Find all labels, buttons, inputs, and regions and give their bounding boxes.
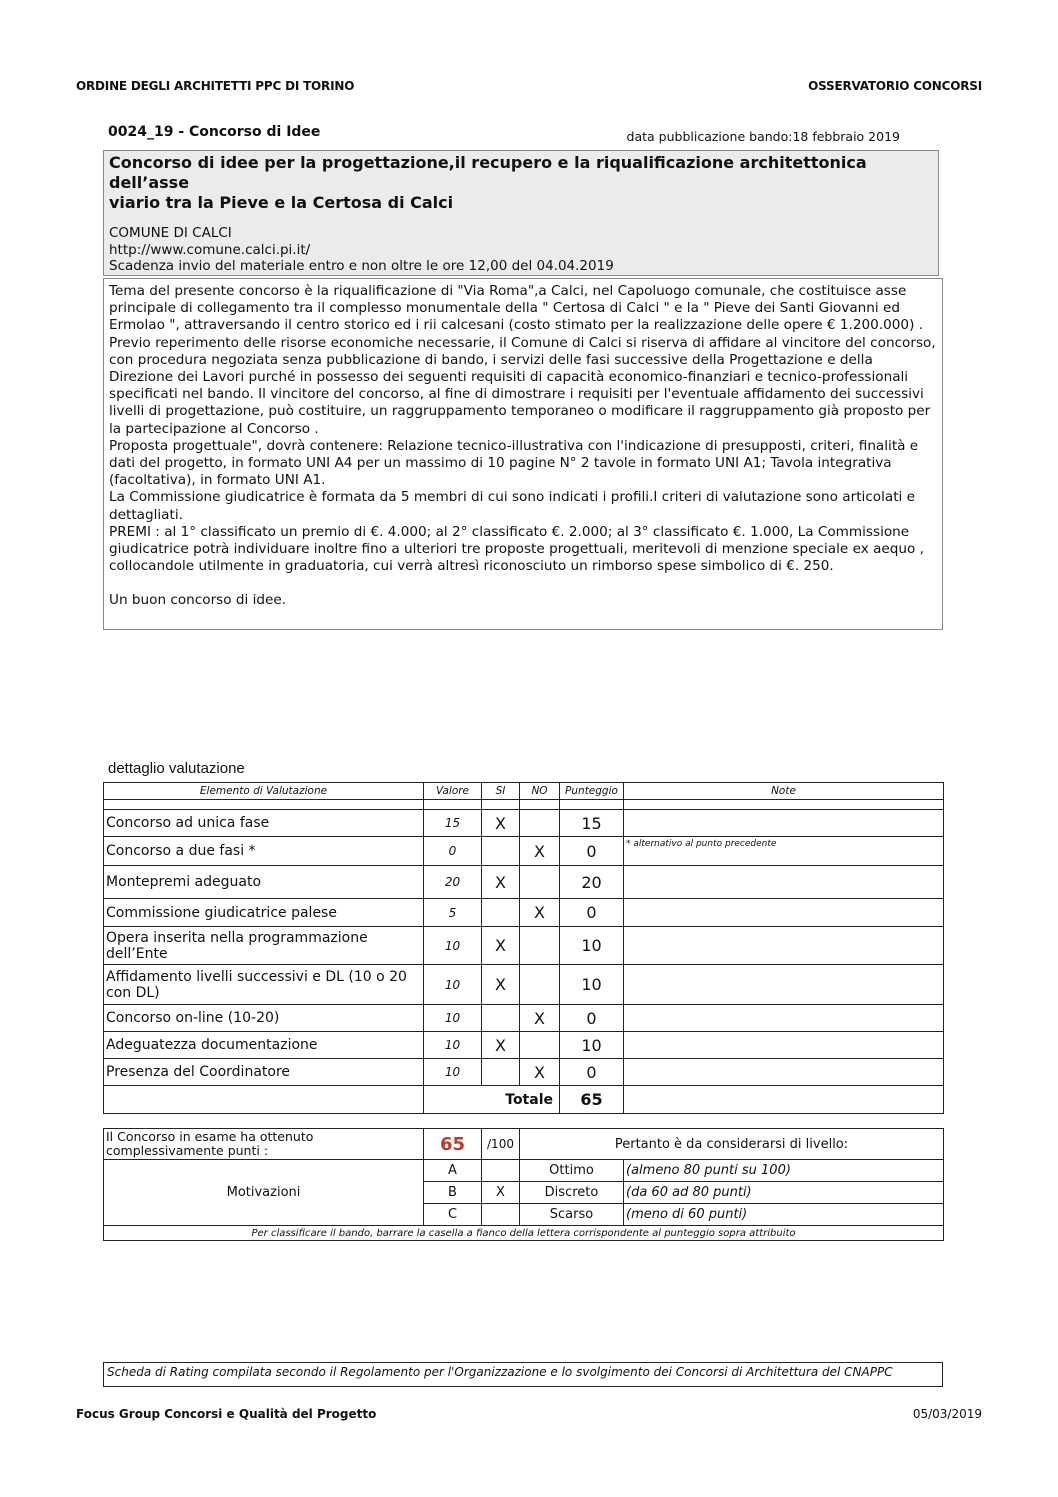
spacer-row <box>104 800 944 810</box>
level-range: (almeno 80 punti su 100) <box>624 1160 944 1182</box>
level-letter: A <box>424 1160 482 1182</box>
valore-cell: 10 <box>424 1032 482 1059</box>
valore-cell: 10 <box>424 1005 482 1032</box>
valore-cell: 10 <box>424 965 482 1005</box>
level-name: Ottimo <box>520 1160 624 1182</box>
table-row <box>104 1032 944 1059</box>
total-value: 65 <box>560 1086 624 1114</box>
punteggio-cell: 0 <box>560 899 624 927</box>
table-row <box>104 1005 944 1032</box>
footer-group: Focus Group Concorsi e Qualità del Progetto <box>76 1407 377 1421</box>
level-row <box>104 1160 944 1182</box>
competition-title-line2: viario tra la Pieve e la Certosa di Calci <box>109 193 454 212</box>
punteggio-cell: 0 <box>560 837 624 866</box>
column-header: Note <box>624 783 944 800</box>
description-paragraph: Previo reperimento delle risorse economiche necessarie, il Comune di Calci si riserva di affidare al vincitore del concorso, con procedura negoziata senza pubblicazione di bando, i servizi delle fasi successive della Progettazione e della Direzione dei Lavori purché in possesso dei seguenti requisiti di capacità economico-finanziari e tecnico-professionali specificati nel bando. Il vincitore del concorso, al fine di dimostrare i requisiti per l'eventuale affidamento dei successivi livelli di progettazione, può costituire, un raggruppamento temporaneo o modificare il raggruppamento già proposto per la partecipazione al Concorso . <box>109 334 936 437</box>
element-cell: Concorso on-line (10-20) <box>104 1005 424 1032</box>
element-cell: Commissione giudicatrice palese <box>104 899 424 927</box>
valore-cell: 20 <box>424 866 482 899</box>
valore-cell: 0 <box>424 837 482 866</box>
organizer: COMUNE DI CALCI <box>109 225 232 241</box>
punteggio-cell: 10 <box>560 1032 624 1059</box>
level-prompt: Pertanto è da considerarsi di livello: <box>520 1129 944 1160</box>
punteggio-cell: 10 <box>560 965 624 1005</box>
evaluation-table <box>103 782 944 1114</box>
no-cell[interactable]: X <box>520 837 560 866</box>
description-box <box>103 278 943 630</box>
si-cell[interactable] <box>482 1005 520 1032</box>
description-paragraph: PREMI : al 1° classificato un premio di €. 4.000; al 2° classificato €. 2.000; al 3° classificato €. 1.000, La Commissione giudicatrice potrà individuare inoltre fino a ulteriori tre proposte progettuali, meritevoli di menzione speciale ex aequo , collocandole utilmente in graduatoria, cui verrà altresì riconosciuto un rimborso spese simbolico di €. 250. <box>109 523 924 575</box>
no-cell[interactable] <box>520 927 560 965</box>
level-range: (da 60 ad 80 punti) <box>624 1182 944 1204</box>
summary-intro: Il Concorso in esame ha ottenuto complessivamente punti : <box>104 1129 424 1160</box>
element-cell: Opera inserita nella programmazione dell’Ente <box>104 927 424 965</box>
level-letter: C <box>424 1204 482 1226</box>
description-paragraph: La Commissione giudicatrice è formata da 5 membri di cui sono indicati i profili.I criteri di valutazione sono articolati e dettagliati. <box>109 489 916 523</box>
si-cell[interactable]: X <box>482 965 520 1005</box>
element-cell: Affidamento livelli successivi e DL (10 o 20 con DL) <box>104 965 424 1005</box>
no-cell[interactable] <box>520 1032 560 1059</box>
organization-header: ORDINE DEGLI ARCHITETTI PPC DI TORINO <box>76 79 355 93</box>
no-cell[interactable] <box>520 866 560 899</box>
note-cell <box>624 1005 944 1032</box>
column-header: NO <box>520 783 560 800</box>
summary-score-row <box>104 1129 944 1160</box>
si-cell[interactable]: X <box>482 1032 520 1059</box>
level-checkbox[interactable] <box>482 1160 520 1182</box>
valore-cell: 10 <box>424 1059 482 1086</box>
level-name: Discreto <box>520 1182 624 1204</box>
si-cell[interactable]: X <box>482 927 520 965</box>
column-header: Elemento di Valutazione <box>104 783 424 800</box>
punteggio-cell: 15 <box>560 810 624 837</box>
competition-code: 0024_19 - Concorso di Idee <box>108 124 321 140</box>
level-letter: B <box>424 1182 482 1204</box>
element-cell: Adeguatezza documentazione <box>104 1032 424 1059</box>
element-cell: Montepremi adeguato <box>104 866 424 899</box>
note-cell <box>624 866 944 899</box>
si-cell[interactable] <box>482 1059 520 1086</box>
summary-score: 65 <box>424 1129 482 1160</box>
punteggio-cell: 20 <box>560 866 624 899</box>
publication-date: data pubblicazione bando:18 febbraio 2019 <box>626 129 900 144</box>
valore-cell: 5 <box>424 899 482 927</box>
website-link[interactable]: http://www.comune.calci.pi.it/ <box>109 241 311 258</box>
element-cell: Concorso ad unica fase <box>104 810 424 837</box>
instruction-row <box>104 1226 944 1241</box>
column-header: SI <box>482 783 520 800</box>
no-cell[interactable] <box>520 965 560 1005</box>
observatory-header: OSSERVATORIO CONCORSI <box>808 79 982 93</box>
si-cell[interactable] <box>482 899 520 927</box>
element-cell: Presenza del Coordinatore <box>104 1059 424 1086</box>
deadline: Scadenza invio del materiale entro e non oltre le ore 12,00 del 04.04.2019 <box>109 258 614 274</box>
level-checkbox[interactable]: X <box>482 1182 520 1204</box>
evaluation-section-title: dettaglio valutazione <box>108 760 245 777</box>
punteggio-cell: 10 <box>560 927 624 965</box>
note-cell <box>624 899 944 927</box>
valore-cell: 10 <box>424 927 482 965</box>
table-row <box>104 927 944 965</box>
summary-table <box>103 1128 944 1241</box>
summary-out-of: /100 <box>482 1129 520 1160</box>
punteggio-cell: 0 <box>560 1005 624 1032</box>
total-row <box>104 1086 944 1114</box>
closing-remark: Un buon concorso di idee. <box>109 592 287 609</box>
table-row <box>104 866 944 899</box>
column-header: Punteggio <box>560 783 624 800</box>
level-range: (meno di 60 punti) <box>624 1204 944 1226</box>
instruction-text: Per classificare il bando, barrare la casella a fianco della lettera corrispondente al punteggio sopra attribuito <box>104 1226 944 1241</box>
note-cell: * alternativo al punto precedente <box>624 837 944 866</box>
description-paragraph: Proposta progettuale", dovrà contenere: Relazione tecnico-illustrativa con l'indicazione di presupposti, criteri, finalità e dati del progetto, in formato UNI A4 per un massimo di 10 pagine N° 2 tavole in formato UNI A1; Tavola integrativa (facoltativa), in formato UNI A1. <box>109 437 919 489</box>
table-header-row <box>104 783 944 800</box>
note-cell <box>624 1032 944 1059</box>
competition-title-box <box>103 150 939 276</box>
total-label: Totale <box>424 1086 560 1114</box>
si-cell[interactable]: X <box>482 810 520 837</box>
no-cell[interactable]: X <box>520 899 560 927</box>
element-cell: Concorso a due fasi * <box>104 837 424 866</box>
si-cell[interactable]: X <box>482 866 520 899</box>
table-row <box>104 810 944 837</box>
footer-date: 05/03/2019 <box>912 1407 982 1421</box>
competition-title-line1: Concorso di idee per la progettazione,il recupero e la riqualificazione architettonica dell’asse <box>109 153 867 192</box>
level-name: Scarso <box>520 1204 624 1226</box>
rating-note: Scheda di Rating compilata secondo il Regolamento per l'Organizzazione e lo svolgimento dei Concorsi di Architettura del CNAPPC <box>103 1362 943 1387</box>
punteggio-cell: 0 <box>560 1059 624 1086</box>
note-cell <box>624 1059 944 1086</box>
no-cell[interactable] <box>520 810 560 837</box>
table-row <box>104 965 944 1005</box>
description-paragraph: Tema del presente concorso è la riqualificazione di "Via Roma",a Calci, nel Capoluogo comunale, che costituisce asse principale di collegamento tra il complesso monumentale della " Certosa di Calci " e la " Pieve dei Santi Giovanni ed Ermolao ", attraversando il centro storico ed i rii calcesani (costo stimato per la realizzazione delle opere € 1.200.000) . <box>109 283 924 334</box>
no-cell[interactable]: X <box>520 1005 560 1032</box>
level-checkbox[interactable] <box>482 1204 520 1226</box>
motivations-label: Motivazioni <box>104 1160 424 1226</box>
table-row <box>104 899 944 927</box>
no-cell[interactable]: X <box>520 1059 560 1086</box>
note-cell <box>624 810 944 837</box>
si-cell[interactable] <box>482 837 520 866</box>
table-row <box>104 1059 944 1086</box>
note-cell <box>624 965 944 1005</box>
note-cell <box>624 927 944 965</box>
valore-cell: 15 <box>424 810 482 837</box>
table-row <box>104 837 944 866</box>
column-header: Valore <box>424 783 482 800</box>
